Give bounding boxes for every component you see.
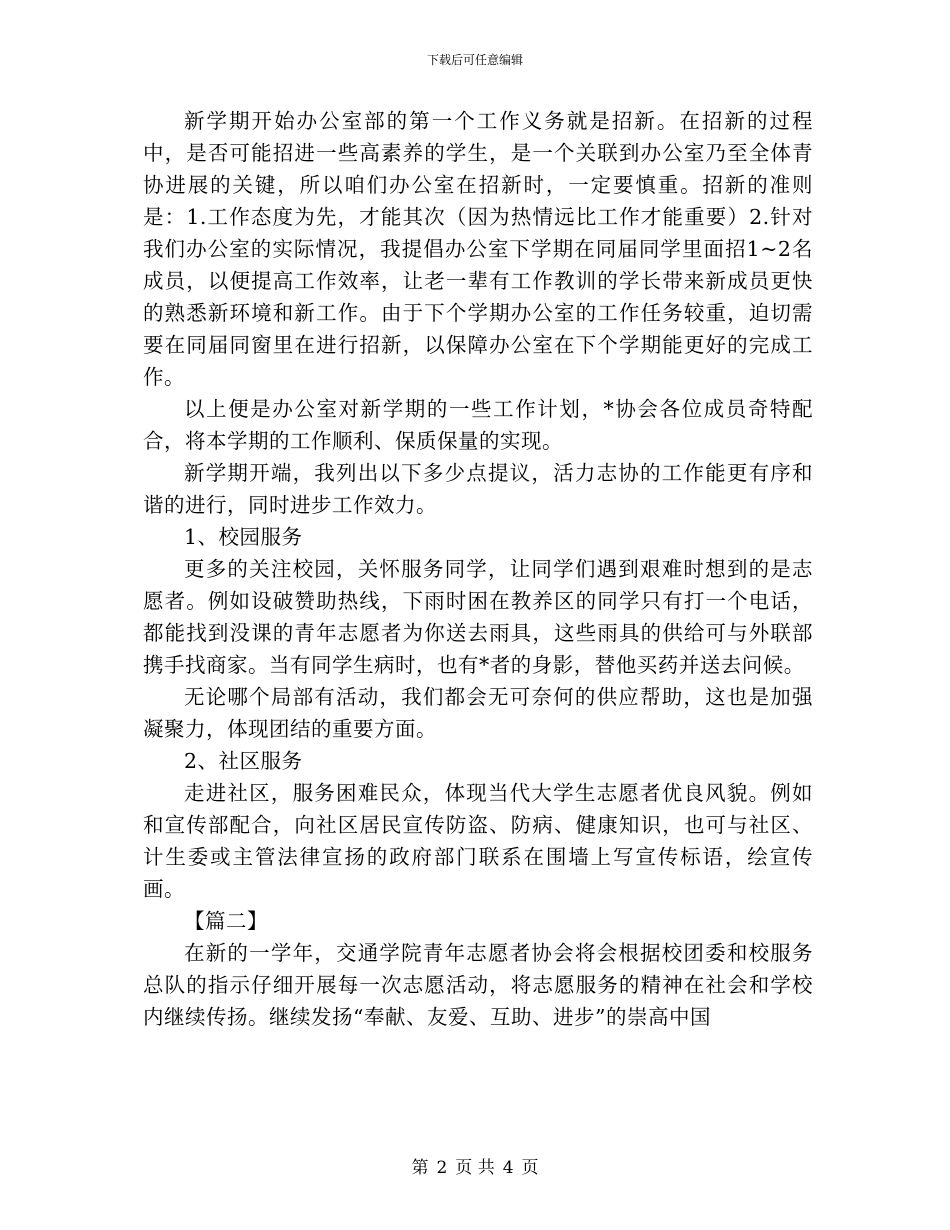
paragraph-campus-service: 更多的关注校园，关怀服务同学，让同学们遇到艰难时想到的是志愿者。例如设破赞助热线，下雨时困在教养区的同学只有打一个电话，都能找到没课的青年志愿者为你送去雨具，这些雨具的供给可与外联部携手找商家。当有同学生病时，也有*者的身影，替他买药并送去问候。: [143, 557, 813, 677]
heading-campus-service: 1、校园服务: [184, 525, 303, 549]
footer-suffix: 页: [521, 1158, 539, 1178]
paragraph-cooperation: 无论哪个局部有活动，我们都会无可奈何的供应帮助，这也是加强凝聚力，体现团结的重要方面。: [143, 685, 813, 741]
footer-middle: 页 共: [455, 1158, 495, 1178]
footer-total-pages: 4: [502, 1158, 514, 1178]
paragraph-new-semester: 新学期开端，我列出以下多少点提议，活力志协的工作能更有序和谐的进行，同时进步工作效力。: [143, 461, 813, 517]
page-header-note: 下载后可任意编辑: [426, 53, 523, 67]
page-footer: [0, 1158, 950, 1178]
footer-prefix: 第: [411, 1158, 429, 1178]
heading-community-service: 2、社区服务: [184, 749, 303, 773]
heading-part-two: 【篇二】: [184, 909, 268, 933]
paragraph-plan-summary: 以上便是办公室对新学期的一些工作计划，*协会各位成员奇特配合，将本学期的工作顺利、保质保量的实现。: [143, 397, 813, 453]
paragraph-community-service: 走进社区，服务困难民众，体现当代大学生志愿者优良风貌。例如和宣传部配合，向社区居民宣传防盗、防病、健康知识，也可与社区、计生委或主管法律宣扬的政府部门联系在围墙上写宣传标语，绘宣传画。: [143, 781, 813, 901]
paragraph-recruitment: 新学期开始办公室部的第一个工作义务就是招新。在招新的过程中，是否可能招进一些高素养的学生，是一个关联到办公室乃至全体青协进展的关键，所以咱们办公室在招新时，一定要慎重。招新的准则是：1.工作态度为先，才能其次（因为热情远比工作才能重要）2.针对我们办公室的实际情况，我提倡办公室下学期在同届同学里面招1~2名成员，以便提高工作效率，让老一辈有工作教训的学长带来新成员更快的熟悉新环境和新工作。由于下个学期办公室的工作任务较重，迫切需要在同届同窗里在进行招新，以保障办公室在下个学期能更好的完成工作。: [143, 109, 813, 389]
footer-page-number: 2: [436, 1158, 448, 1178]
paragraph-new-year: 在新的一学年，交通学院青年志愿者协会将会根据校团委和校服务总队的指示仔细开展每一次志愿活动，将志愿服务的精神在社会和学校内继续传扬。继续发扬“奉献、友爱、互助、进步”的崇高中国: [143, 941, 813, 1029]
document-body: [143, 105, 813, 1033]
